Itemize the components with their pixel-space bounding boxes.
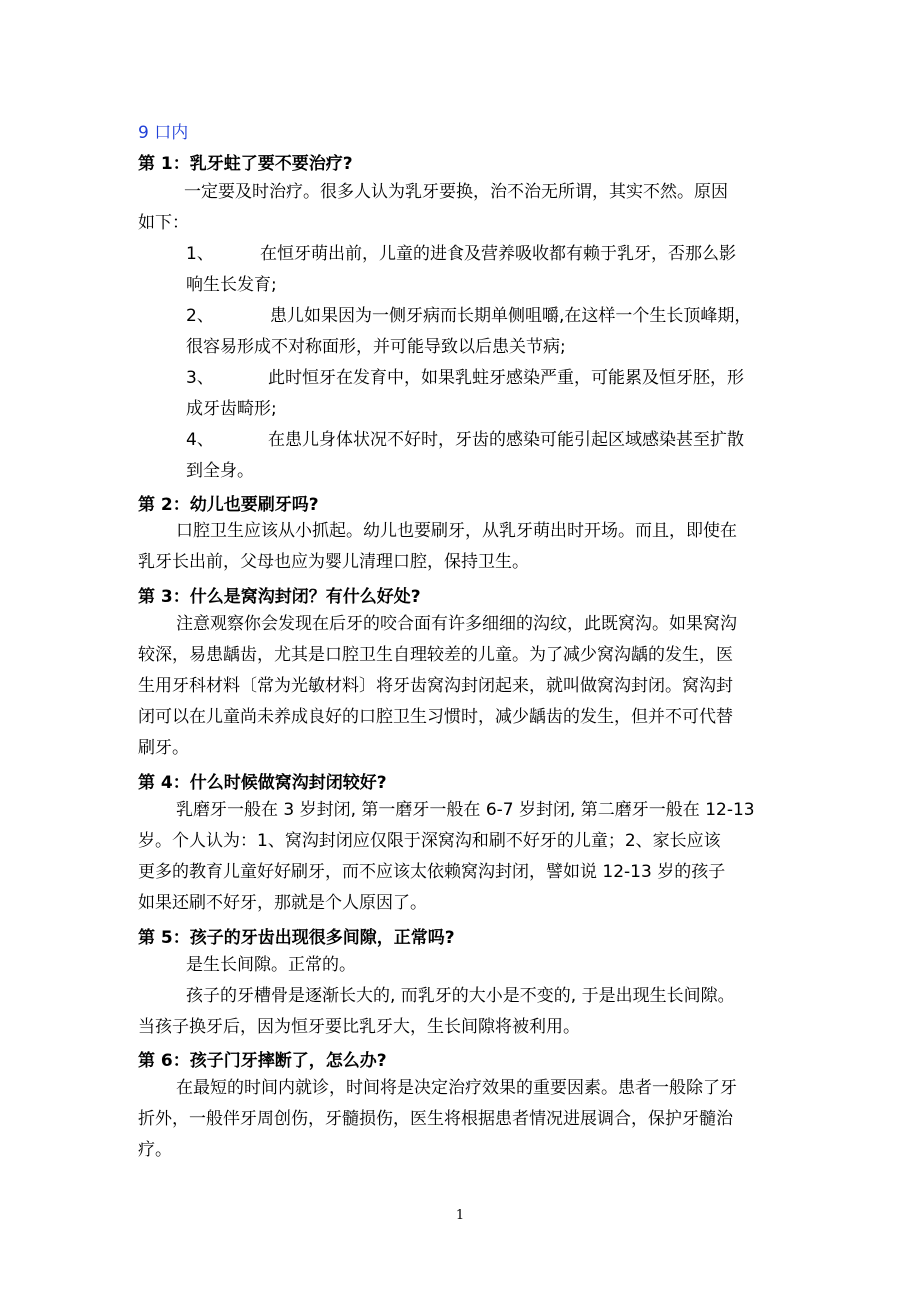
list-text: 在恒牙萌出前，儿童的进食及营养吸收都有赖于乳牙，否那么影 — [260, 244, 736, 264]
question-5-heading: 第 5：孩子的牙齿出现很多间隙，正常吗? — [138, 928, 455, 948]
q5-body-line-3: 当孩子换牙后，因为恒牙要比乳牙大，生长间隙将被利用。 — [138, 1017, 580, 1037]
q1-list-item-4-cont: 到全身。 — [186, 461, 254, 481]
q4-body-line-1: 乳磨牙一般在 3 岁封闭, 第一磨牙一般在 6-7 岁封闭, 第二磨牙一般在 12-13 — [176, 800, 755, 820]
q1-list-item-3 — [186, 363, 744, 394]
q1-list-item-2-cont: 很容易形成不对称面形，并可能导致以后患关节病; — [186, 337, 566, 357]
q5-body-line-1: 是生长间隙。正常的。 — [186, 955, 356, 975]
q3-body-line-4: 闭可以在儿童尚未养成良好的口腔卫生习惯时，减少龋齿的发生，但并不可代替 — [138, 707, 733, 727]
list-number: 1、 — [186, 244, 214, 264]
question-1-heading: 第 1：乳牙蛀了要不要治疗? — [138, 154, 353, 174]
question-4-heading: 第 4：什么时候做窝沟封闭较好? — [138, 773, 387, 793]
q6-body-line-2: 折外，一般伴牙周创伤，牙髓损伤，医生将根据患者情况进展调合，保护牙髓治 — [138, 1109, 733, 1129]
q6-body-line-1: 在最短的时间内就诊，时间将是决定治疗效果的重要因素。患者一般除了牙 — [176, 1078, 737, 1098]
q1-list-item-1-cont: 响生长发育; — [186, 275, 277, 295]
page-number: 1 — [455, 1208, 465, 1223]
q1-list-item-3-cont: 成牙齿畸形; — [186, 399, 277, 419]
q4-body-line-2: 岁。个人认为：1、窝沟封闭应仅限于深窝沟和刷不好牙的儿童；2、家长应该 — [138, 831, 721, 851]
list-number: 2、 — [186, 306, 214, 326]
list-text: 在患儿身体状况不好时，牙齿的感染可能引起区域感染甚至扩散 — [268, 430, 744, 450]
q2-body-line-1: 口腔卫生应该从小抓起。幼儿也要刷牙，从乳牙萌出时开场。而且，即使在 — [176, 521, 737, 541]
question-3-heading: 第 3：什么是窝沟封闭？有什么好处? — [138, 587, 421, 607]
q1-list-item-2 — [186, 301, 751, 332]
q3-body-line-1: 注意观察你会发现在后牙的咬合面有许多细细的沟纹，此既窝沟。如果窝沟 — [176, 614, 737, 634]
question-2-heading: 第 2：幼儿也要刷牙吗? — [138, 495, 319, 515]
q5-body-line-2: 孩子的牙槽骨是逐渐长大的, 而乳牙的大小是不变的, 于是出现生长间隙。 — [186, 986, 735, 1006]
q3-body-line-5: 刷牙。 — [138, 738, 189, 758]
q6-body-line-3: 疗。 — [138, 1140, 172, 1160]
q4-body-line-3: 更多的教育儿童好好刷牙，而不应该太依赖窝沟封闭，譬如说 12-13 岁的孩子 — [138, 862, 726, 882]
q1-list-item-4 — [186, 425, 744, 456]
list-number: 4、 — [186, 430, 214, 450]
question-6-heading: 第 6：孩子门牙摔断了，怎么办? — [138, 1051, 387, 1071]
q1-intro-line-1: 一定要及时治疗。很多人认为乳牙要换，治不治无所谓，其实不然。原因 — [184, 182, 728, 202]
q1-intro-line-2: 如下： — [138, 213, 189, 233]
list-number: 3、 — [186, 368, 214, 388]
q1-list-item-1 — [186, 239, 736, 270]
q4-body-line-4: 如果还刷不好牙，那就是个人原因了。 — [138, 893, 427, 913]
list-text: 患儿如果因为一侧牙病而长期单侧咀嚼,在这样一个生长顶峰期， — [270, 306, 752, 326]
q3-body-line-2: 较深，易患龋齿，尤其是口腔卫生自理较差的儿童。为了减少窝沟龋的发生，医 — [138, 645, 733, 665]
list-text: 此时恒牙在发育中，如果乳蛀牙感染严重，可能累及恒牙胚，形 — [268, 368, 744, 388]
q3-body-line-3: 生用牙科材料〔常为光敏材料〕将牙齿窝沟封闭起来，就叫做窝沟封闭。窝沟封 — [138, 676, 733, 696]
q2-body-line-2: 乳牙长出前，父母也应为婴儿清理口腔，保持卫生。 — [138, 552, 529, 572]
section-title: 9 口内 — [138, 123, 189, 143]
